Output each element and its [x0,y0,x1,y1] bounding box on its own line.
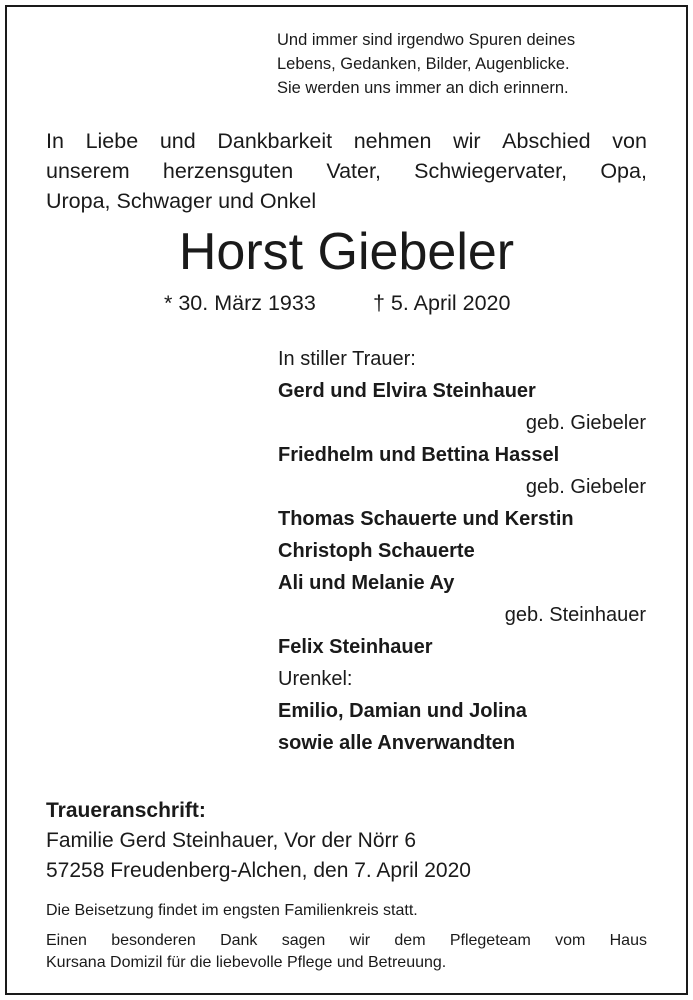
motto-line: Und immer sind irgendwo Spuren deines [277,31,576,49]
intro-word: nehmen [353,129,432,153]
intro-word: Dankbarkeit [217,129,333,153]
birth-date: * 30. März 1933 [164,291,316,315]
mourner-name: Emilio, Damian und Jolina [278,700,527,722]
intro-word: wir [453,129,481,153]
mourner-name: Gerd und Elvira Steinhauer [278,380,536,402]
mourner-name: Friedhelm und Bettina Hassel [278,444,560,466]
thanks-line-1 [46,930,647,952]
thanks-word: besonderen [111,932,196,949]
intro-word: Liebe [85,129,139,153]
mourner-name: Felix Steinhauer [278,636,433,658]
thanks-word: vom [555,932,586,949]
mourner-name: Thomas Schauerte und Kerstin [278,508,574,530]
mourner-name: sowie alle Anverwandten [278,732,516,754]
thanks-word: Pflegeteam [449,932,531,949]
address-heading: Traueranschrift: [46,799,206,822]
thanks-word: dem [394,932,426,949]
deceased-name: Horst Giebeler [178,223,515,281]
intro-line-3: Uropa, Schwager und Onkel [46,189,317,213]
thanks-line-2: Kursana Domizil für die liebevolle Pflege und Betreuung. [46,954,447,971]
maiden-name: geb. Giebeler [525,412,646,434]
intro-word: unserem [46,159,130,183]
mourner-name: Ali und Melanie Ay [278,572,455,594]
thanks-word: Einen [46,932,87,949]
intro-word: Schwiegervater, [414,159,568,183]
intro-line-2 [46,156,647,186]
intro-word: Opa, [600,159,647,183]
motto-line: Lebens, Gedanken, Bilder, Augenblicke. [277,55,570,73]
intro-text [46,126,647,216]
intro-word: In [46,129,64,153]
address-line: Familie Gerd Steinhauer, Vor der Nörr 6 [46,829,417,852]
maiden-name: geb. Giebeler [525,476,646,498]
intro-word: herzensguten [162,159,294,183]
motto-line: Sie werden uns immer an dich erinnern. [277,79,569,97]
great-grandchildren-heading: Urenkel: [278,668,353,690]
intro-word: von [612,129,647,153]
mourners-list [278,343,646,759]
burial-note: Die Beisetzung findet im engsten Familienkreis statt. [46,902,418,919]
thanks-word: wir [349,932,371,949]
thanks-word: sagen [281,932,326,949]
mourning-address [46,796,471,886]
death-date: † 5. April 2020 [373,291,511,315]
maiden-name: geb. Steinhauer [504,604,646,626]
address-line: 57258 Freudenberg-Alchen, den 7. April 2020 [46,859,471,882]
mourners-heading: In stiller Trauer: [278,348,416,370]
intro-line-1 [46,126,647,156]
intro-word: Vater, [326,159,381,183]
thanks-word: Dank [220,932,258,949]
mourner-name: Christoph Schauerte [278,540,475,562]
thanks-word: Haus [609,932,647,949]
thanks-note [46,930,647,974]
intro-word: Abschied [502,129,591,153]
motto-verse [277,28,575,100]
intro-word: und [159,129,196,153]
